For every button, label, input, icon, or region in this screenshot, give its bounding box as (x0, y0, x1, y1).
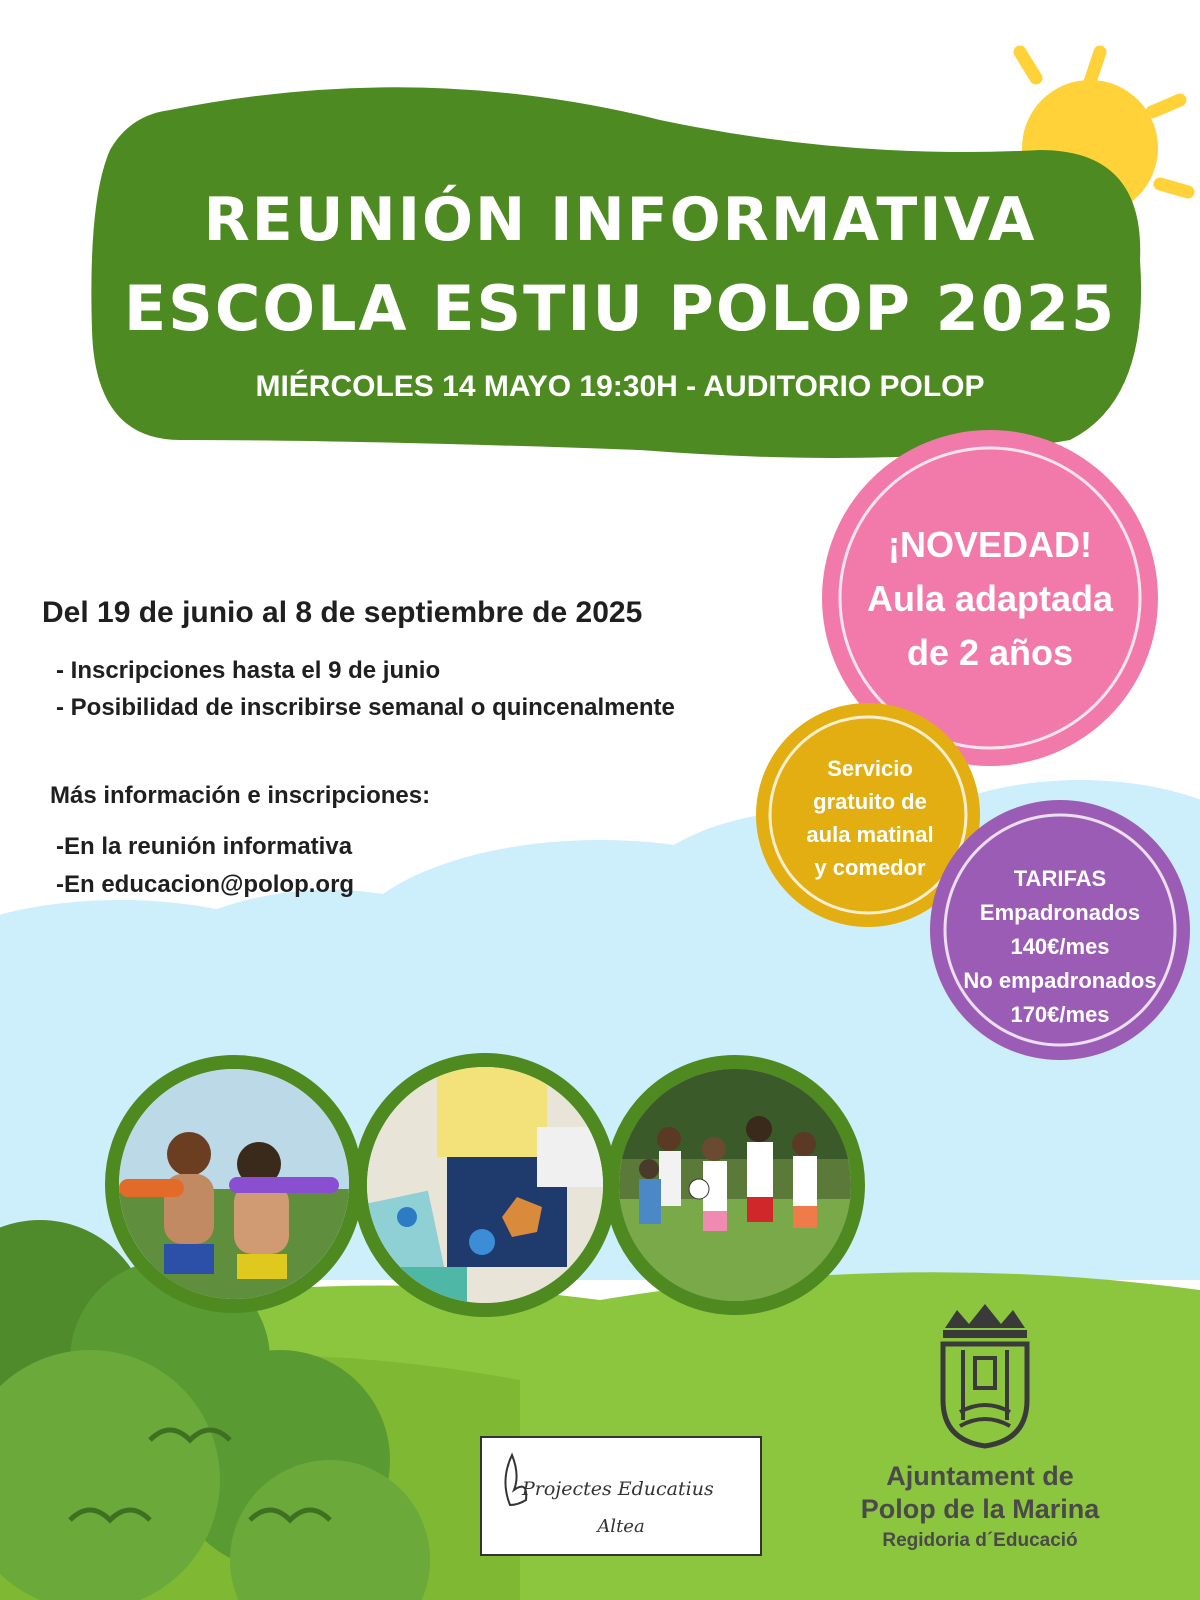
servicio-line-4: y comedor (814, 855, 926, 880)
partner-logo (480, 1436, 762, 1556)
novedad-line-1: ¡NOVEDAD! (888, 524, 1092, 565)
photo-crafts (353, 1053, 617, 1317)
servicio-line-3: aula matinal (806, 822, 934, 847)
organization-line-2: Polop de la Marina (860, 1494, 1100, 1524)
servicio-text (780, 752, 960, 884)
servicio-line-1: Servicio (827, 756, 913, 781)
tarifas-line-1: Empadronados (979, 900, 1141, 925)
tarifas-text (945, 862, 1175, 1032)
more-info-meeting: -En la reunión informativa (56, 833, 353, 860)
tarifas-heading: TARIFAS (1013, 866, 1107, 891)
servicio-line-2: gratuito de (813, 789, 927, 814)
novedad-line-3: de 2 años (906, 632, 1074, 673)
tarifas-line-3: No empadronados (963, 968, 1157, 993)
bullet-weekly: - Posibilidad de inscribirse semanal o quincenalmente (56, 694, 675, 721)
tarifas-line-4: 170€/mes (1010, 1002, 1110, 1027)
photo-water-play (105, 1055, 363, 1313)
event-subtitle: MIÉRCOLES 14 MAYO 19:30H - AUDITORIO POLOP (255, 370, 985, 403)
partner-city: Altea (597, 1516, 645, 1537)
novedad-line-2: Aula adaptada (866, 578, 1114, 619)
more-info-title: Más información e inscripciones: (50, 782, 431, 809)
dates-heading: Del 19 de junio al 8 de septiembre de 2025 (42, 596, 643, 629)
registration-bullets (56, 652, 675, 726)
coat-of-arms-icon (935, 1300, 1035, 1450)
organization-department: Regidoria d´Educació (882, 1530, 1078, 1551)
novedad-text (830, 518, 1150, 680)
organization-name (830, 1460, 1130, 1526)
partner-name: Projectes Educatius (522, 1478, 714, 1500)
title-line-1: REUNIÓN INFORMATIVA (203, 185, 1037, 255)
organization-line-1: Ajuntament de (886, 1461, 1074, 1491)
tarifas-line-2: 140€/mes (1010, 934, 1110, 959)
more-info-list (56, 828, 354, 904)
photo-outdoor-games (605, 1055, 865, 1315)
title-line-2: ESCOLA ESTIU POLOP 2025 (123, 272, 1117, 345)
more-info-email: -En educacion@polop.org (56, 871, 355, 898)
bullet-deadline: - Inscripciones hasta el 9 de junio (56, 657, 441, 684)
